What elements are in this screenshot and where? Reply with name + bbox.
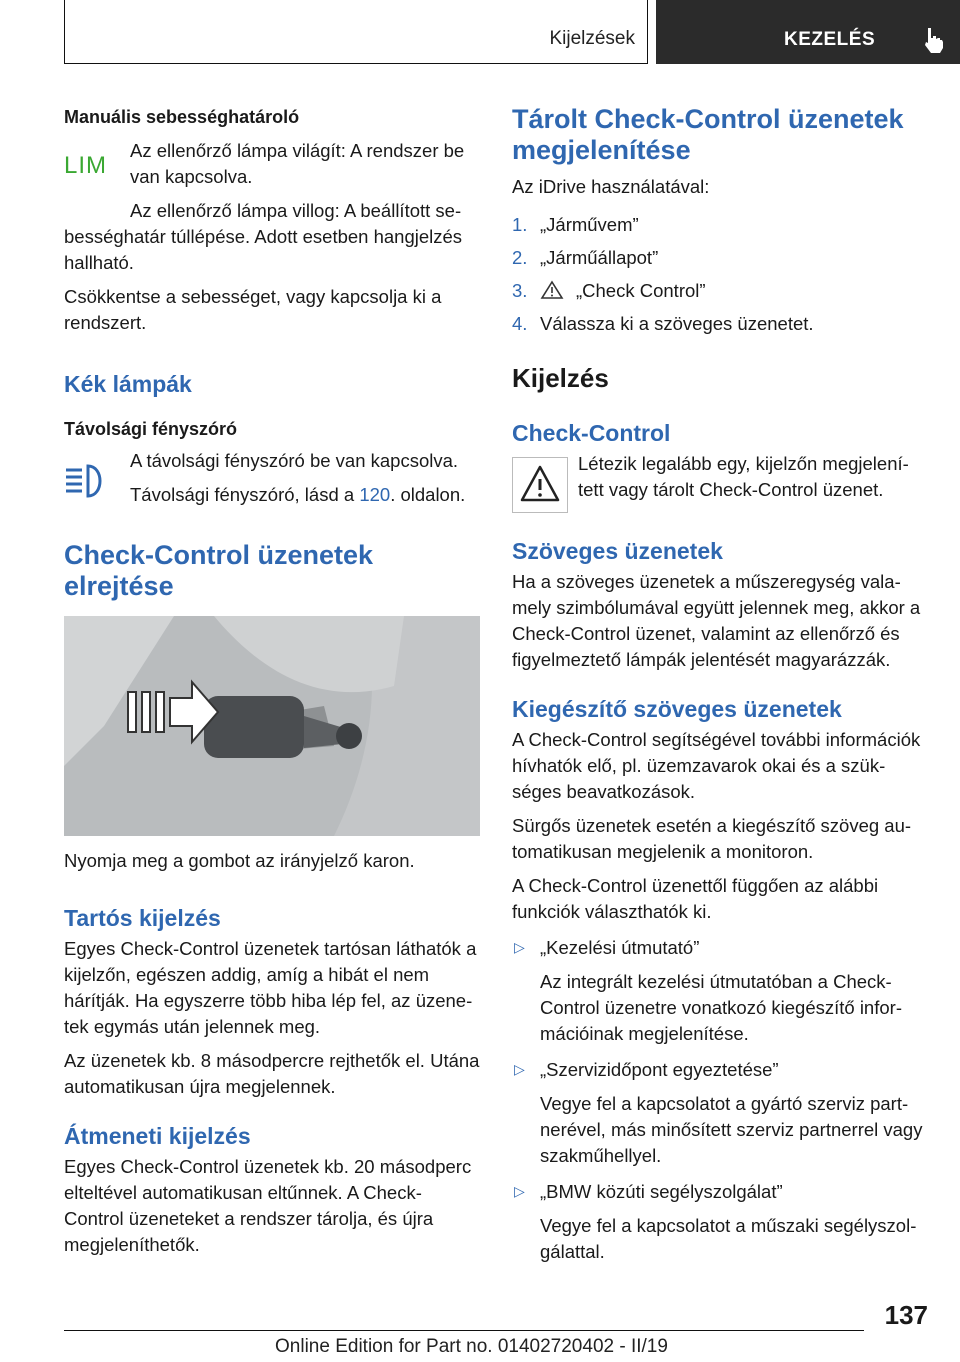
permanent-display-heading: Tartós kijelzés (64, 905, 221, 931)
bullet-item (512, 935, 928, 1047)
image-caption: Nyomja meg a gombot az irányjelző karon. (64, 850, 415, 871)
extra-messages-heading: Kiegészítő szöveges üzenetek (512, 696, 842, 722)
limiter-text-3: Csökkentse a sebességet, vagy kapcsolja ki a rendszert. (64, 286, 442, 333)
footer-edition-text: Online Edition for Part no. 01402720402 - II/19 (275, 1336, 668, 1357)
check-control-heading: Check-Control (512, 420, 671, 446)
step-text: „Járművem” (540, 214, 639, 235)
hide-messages-heading (64, 540, 480, 602)
step-item (512, 212, 928, 238)
text-messages-heading: Szöveges üzenetek (512, 538, 723, 564)
blue-lamps-heading: Kék lámpák (64, 371, 192, 397)
highbeam-heading: Távolsági fényszóró (64, 419, 238, 439)
bullet-title: „BMW közúti segélyszolgálat” (540, 1181, 783, 1202)
highbeam-text-2 (130, 482, 480, 508)
temporary-text-1: Egyes Check-Control üzenetek kb. 20 másodperc elteltével automatikusan eltűnnek. A Check-Control üzeneteket a rendszer tárolja, és újra megjeleníthetők. (64, 1156, 472, 1255)
header-section-box (64, 0, 648, 64)
idrive-steps (512, 212, 928, 337)
hide-heading-line-1: Check-Control üzenetek (64, 540, 374, 570)
left-column (64, 104, 480, 1258)
check-control-warning-icon (512, 457, 568, 513)
bullet-title: „Szervizidőpont egyeztetése” (540, 1059, 779, 1080)
step-number: 3. (512, 280, 528, 301)
warning-triangle-icon (540, 280, 564, 300)
limiter-text-1: Az ellenőrző lámpa világít: A rendszer be van kapcsolva. (130, 140, 465, 187)
step-text: „Check Control” (576, 280, 706, 301)
step-item (512, 278, 928, 304)
triangle-bullet-icon: ▷ (514, 939, 525, 955)
triangle-bullet-icon: ▷ (514, 1183, 525, 1199)
bullet-item (512, 1179, 928, 1265)
text-messages-text: Ha a szöveges üzenetek a műszeregység valamely szimbólumával együtt jelennek meg, akkor a Check-Control üzenet, valamint az ellenőrző és figyelmeztető lámpák jelentését magyarázzák. (512, 571, 921, 670)
step-item (512, 245, 928, 271)
header-chapter-box (656, 0, 960, 64)
step-number: 2. (512, 247, 528, 268)
step-number: 4. (512, 313, 528, 334)
high-beam-icon (64, 462, 108, 502)
bullet-description: Vegye fel a kapcsolatot a gyártó szerviz partnerével, más minősített szerviz partnerrel vagy szakműhellyel. (540, 1093, 923, 1166)
display-heading: Kijelzés (512, 363, 609, 393)
permanent-text-2: Az üzenetek kb. 8 másodpercre rejthetők el. Utána automatikusan újra megjelennek. (64, 1050, 480, 1097)
limiter-heading: Manuális sebességhatároló (64, 107, 300, 127)
triangle-bullet-icon: ▷ (514, 1061, 525, 1077)
step-text: „Járműállapot” (540, 247, 659, 268)
highbeam-ref-suffix: . oldalon. (390, 484, 466, 505)
hide-heading-line-2: elrejtése (64, 571, 174, 601)
lim-indicator-icon: LIM (64, 152, 108, 179)
step-number: 1. (512, 214, 528, 235)
step-text: Válassza ki a szöveges üzenetet. (540, 313, 814, 334)
header-chapter-title: KEZELÉS (784, 29, 876, 50)
highbeam-block (64, 448, 480, 508)
highbeam-ref-prefix: Távolsági fényszóró, lásd a (130, 484, 360, 505)
stored-heading-line-2: megjelenítése (512, 135, 691, 165)
extra-text-2: Sürgős üzenetek esetén a kiegészítő szöveg automatikusan megjelenik a monitoron. (512, 815, 912, 862)
idrive-intro: Az iDrive használatával: (512, 176, 710, 197)
header-section-title: Kijelzések (549, 28, 635, 49)
footer-divider (64, 1330, 864, 1331)
highbeam-text-1: A távolsági fényszóró be van kapcsolva. (130, 450, 459, 471)
stored-messages-heading (512, 104, 928, 166)
limiter-text-2: Az ellenőrző lámpa villog: A beállított sebességhatár túllépése. Adott esetben hangjelzés hallható. (64, 200, 463, 273)
extra-text-3: A Check-Control üzenettől függően az alábbi funkciók választhatók ki. (512, 875, 879, 922)
temporary-display-heading: Átmeneti kijelzés (64, 1123, 251, 1149)
turn-signal-lever-image (64, 616, 480, 836)
lever-illustration (64, 616, 480, 836)
bullet-description: Vegye fel a kapcsolatot a műszaki segélyszolgálattal. (540, 1215, 917, 1262)
check-control-block (512, 451, 928, 503)
page-ref-link[interactable]: 120 (359, 484, 391, 505)
page-number: 137 (884, 1300, 928, 1330)
check-control-text: Létezik legalább egy, kijelzőn megjelenített vagy tárolt Check-Control üzenet. (578, 453, 909, 500)
stored-heading-line-1: Tárolt Check-Control üzenetek (512, 104, 904, 134)
limiter-block (64, 138, 480, 190)
right-column (512, 104, 928, 1265)
extra-text-1: A Check-Control segítségével további információk hívhatók elő, pl. üzemzavarok okai és a szükséges beavatkozások. (512, 729, 921, 802)
permanent-text-1: Egyes Check-Control üzenetek tartósan láthatók a kijelzőn, egészen addig, amíg a hibát el nem hárítják. Ha egyszerre több hiba lép fel, az üzenetek egymás után jelennek meg. (64, 938, 477, 1037)
bullet-description: Az integrált kezelési útmutatóban a Check-Control üzenetre vonatkozó kiegészítő információinak megjelenítése. (540, 971, 902, 1044)
hand-pointer-icon (921, 26, 947, 54)
bullet-title: „Kezelési útmutató” (540, 937, 700, 958)
step-item (512, 311, 928, 337)
bullet-item (512, 1057, 928, 1169)
